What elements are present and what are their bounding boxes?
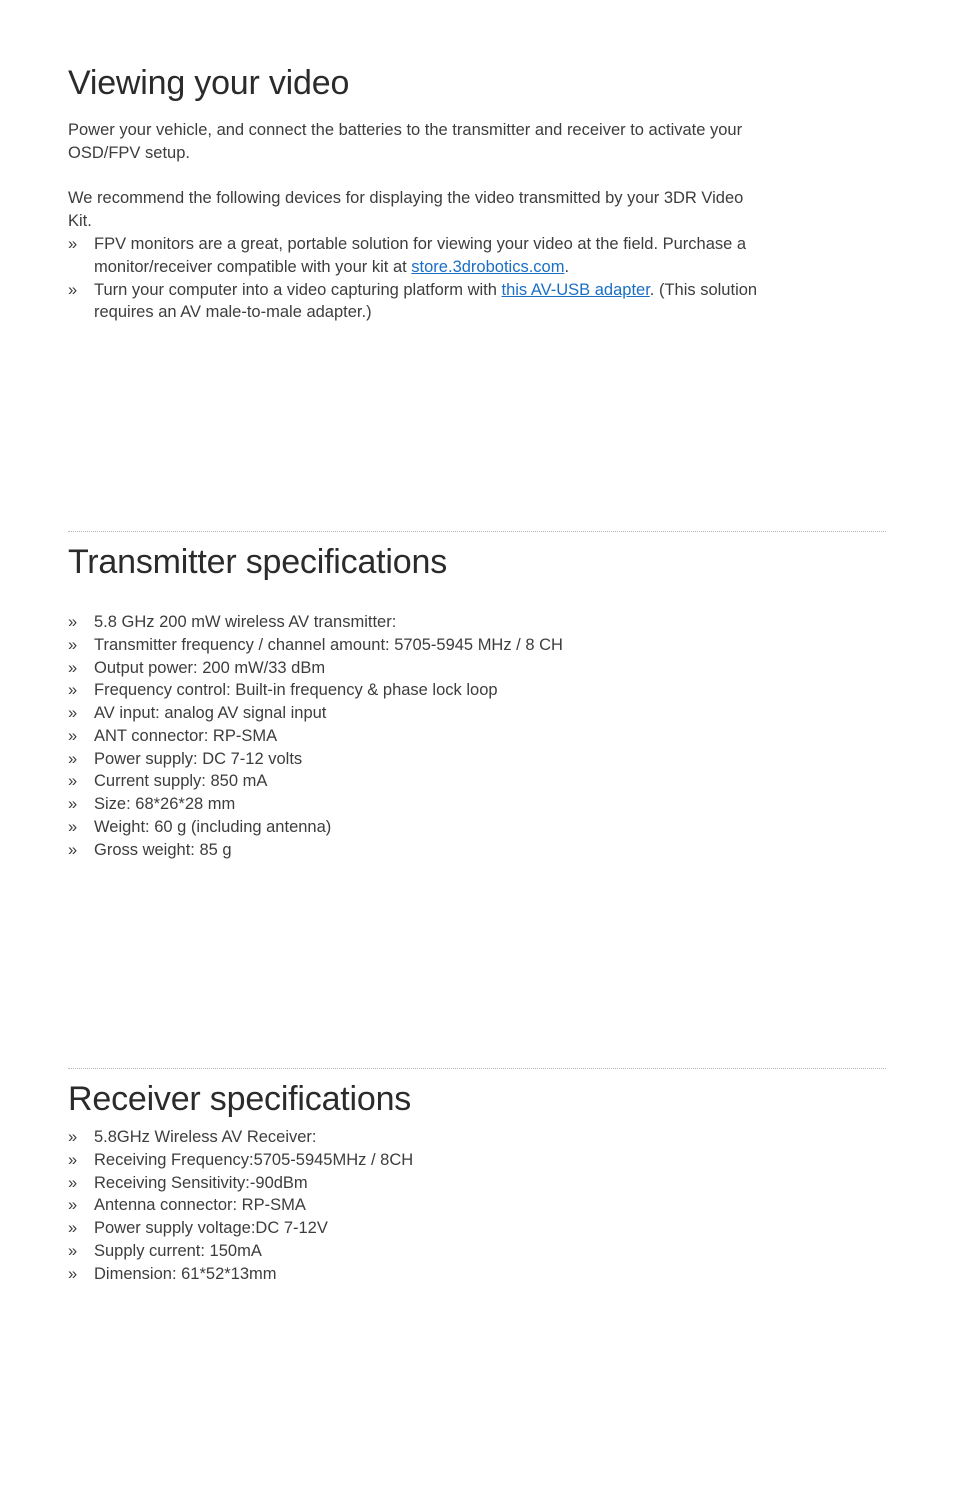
- bullet-marker: »: [68, 280, 78, 299]
- bullet-marker: »: [68, 658, 78, 677]
- spec-item-text: Antenna connector: RP-SMA: [94, 1196, 306, 1215]
- bullet-marker: »: [68, 1150, 78, 1169]
- list-item: [68, 770, 768, 793]
- spec-item-text: Supply current: 150mA: [94, 1241, 262, 1260]
- list-item: [68, 233, 758, 279]
- spec-item-text: Receiving Sensitivity:-90dBm: [94, 1173, 308, 1192]
- list-item: [68, 725, 768, 748]
- viewing-device-list: [68, 233, 758, 324]
- viewing-paragraph-1: Power your vehicle, and connect the batteries to the transmitter and receiver to activate your OSD/FPV setup.: [68, 121, 743, 162]
- bullet-marker: »: [68, 1128, 78, 1146]
- spec-item-text: 5.8GHz Wireless AV Receiver:: [94, 1128, 317, 1146]
- list-item: [68, 1240, 768, 1263]
- spec-item-text: Power supply: DC 7-12 volts: [94, 749, 303, 768]
- spec-item-text: Receiving Frequency:5705-5945MHz / 8CH: [94, 1150, 414, 1169]
- spec-item-text: Dimension: 61*52*13mm: [94, 1264, 277, 1283]
- receiver-title: Receiver specifications: [68, 1080, 412, 1118]
- spec-item-text: Weight: 60 g (including antenna): [94, 817, 332, 836]
- bullet-marker: »: [68, 635, 78, 654]
- list-item: [68, 679, 768, 702]
- bullet-marker: »: [68, 1241, 78, 1260]
- list-item: [68, 634, 768, 657]
- list-item: [68, 793, 768, 816]
- list-item: [68, 702, 768, 725]
- spec-item-text: Power supply voltage:DC 7-12V: [94, 1219, 328, 1237]
- list-item: [68, 1149, 768, 1172]
- bullet-marker: »: [68, 840, 78, 859]
- section-divider: [68, 1068, 886, 1069]
- list-item: [68, 1194, 768, 1217]
- list-item: [68, 839, 768, 862]
- list-item-text: FPV monitors are a great, portable solution for viewing your video at the field. Purchase a monitor/receiver compatible with your kit at: [94, 235, 747, 276]
- bullet-marker: »: [68, 1264, 78, 1283]
- list-item-tail: . (This solution requires an AV male-to-male adapter.): [94, 280, 758, 322]
- list-item-text: Turn your computer into a video capturing platform with: [94, 280, 502, 299]
- bullet-marker: »: [68, 613, 78, 631]
- list-item: [68, 1263, 768, 1286]
- store-link[interactable]: store.3drobotics.com: [411, 257, 565, 276]
- list-item: [68, 816, 768, 839]
- bullet-marker: »: [68, 749, 78, 768]
- list-item-tail: .: [564, 257, 570, 276]
- bullet-marker: »: [68, 235, 78, 253]
- spec-item-text: AV input: analog AV signal input: [94, 704, 327, 722]
- list-item: [68, 1126, 768, 1149]
- list-item: [68, 657, 768, 680]
- av-usb-adapter-link[interactable]: this AV-USB adapter: [501, 280, 650, 299]
- spec-item-text: Transmitter frequency / channel amount: 5705-5945 MHz / 8 CH: [94, 635, 563, 654]
- spec-item-text: Gross weight: 85 g: [94, 840, 232, 859]
- receiver-spec-list: [68, 1126, 768, 1285]
- list-item: [68, 748, 768, 771]
- bullet-marker: »: [68, 817, 78, 836]
- list-item: [68, 1172, 768, 1195]
- spec-item-text: Size: 68*26*28 mm: [94, 795, 236, 813]
- viewing-title: Viewing your video: [68, 64, 350, 102]
- bullet-marker: »: [68, 681, 78, 700]
- transmitter-title: Transmitter specifications: [68, 543, 447, 581]
- spec-item-text: 5.8 GHz 200 mW wireless AV transmitter:: [94, 613, 397, 631]
- spec-item-text: Output power: 200 mW/33 dBm: [94, 658, 326, 677]
- bullet-marker: »: [68, 1173, 78, 1192]
- section-divider: [68, 531, 886, 532]
- spec-item-text: ANT connector: RP-SMA: [94, 726, 278, 745]
- list-item: [68, 1217, 768, 1240]
- bullet-marker: »: [68, 795, 78, 813]
- bullet-marker: »: [68, 726, 78, 745]
- bullet-marker: »: [68, 772, 78, 791]
- list-item: [68, 611, 768, 634]
- spec-item-text: Current supply: 850 mA: [94, 772, 268, 791]
- bullet-marker: »: [68, 1196, 78, 1215]
- viewing-paragraph-2: We recommend the following devices for displaying the video transmitted by your 3DR Video Kit.: [68, 189, 744, 230]
- transmitter-spec-list: [68, 611, 768, 861]
- bullet-marker: »: [68, 1219, 78, 1237]
- spec-item-text: Frequency control: Built-in frequency & phase lock loop: [94, 681, 498, 700]
- list-item: [68, 279, 758, 325]
- bullet-marker: »: [68, 704, 78, 722]
